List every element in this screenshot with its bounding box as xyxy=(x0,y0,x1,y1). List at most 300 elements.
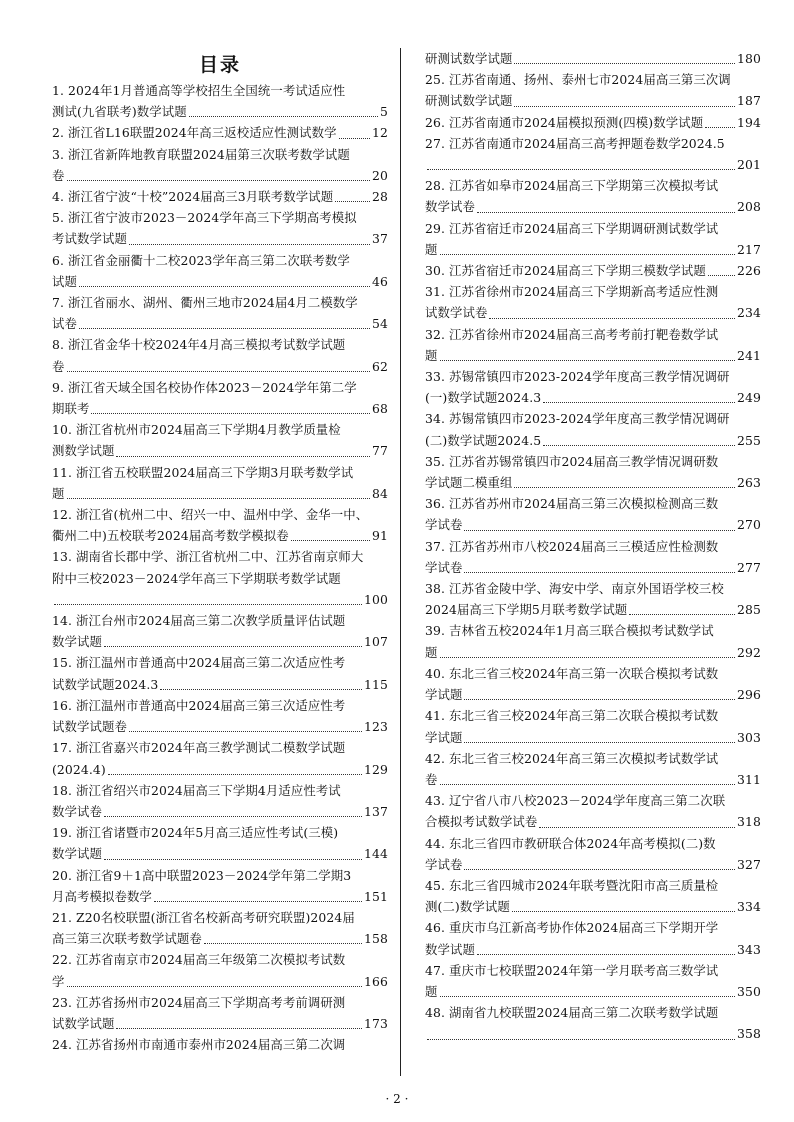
toc-entry-line xyxy=(425,769,761,790)
toc-entry-line xyxy=(52,207,388,228)
toc-entry[interactable] xyxy=(52,949,388,991)
toc-entry-line xyxy=(52,334,388,355)
toc-entry-title: 7. 浙江省丽水、湖州、衢州三地市2024届4月二模数学 xyxy=(52,295,358,311)
dot-leader xyxy=(489,317,735,319)
toc-entry-line xyxy=(425,981,761,1002)
toc-entry-line xyxy=(52,780,388,801)
toc-entry-line xyxy=(425,1023,761,1044)
toc-entry-title: 16. 浙江温州市普通高中2024届高三第三次适应性考 xyxy=(52,697,346,713)
toc-entry-line xyxy=(425,345,761,366)
toc-page-number: 249 xyxy=(737,390,761,406)
toc-list-right xyxy=(425,48,761,1045)
toc-page-number: 137 xyxy=(364,803,388,819)
toc-entry[interactable] xyxy=(52,292,388,334)
toc-entry-title: 2. 浙江省L16联盟2024年高三返校适应性测试数学 xyxy=(52,125,337,141)
toc-entry-title: 24. 江苏省扬州市南通市泰州市2024届高三第二次调 xyxy=(52,1037,346,1053)
toc-entry[interactable] xyxy=(425,175,761,217)
toc-page-number: 327 xyxy=(737,856,761,872)
dot-leader xyxy=(543,444,735,446)
toc-entry-line xyxy=(52,144,388,165)
toc-page-number: 12 xyxy=(372,125,388,141)
toc-entry-title: 47. 重庆市七校联盟2024年第一学月联考高三数学试 xyxy=(425,962,719,978)
toc-entry-title: 题 xyxy=(425,347,438,363)
toc-entry-line xyxy=(52,440,388,461)
toc-entry[interactable] xyxy=(52,462,388,504)
toc-page-number: 129 xyxy=(364,761,388,777)
toc-entry-line xyxy=(425,48,761,69)
dot-leader xyxy=(160,688,362,690)
toc-column-right xyxy=(425,48,761,1045)
toc-entry-title: 8. 浙江省金华十校2024年4月高三模拟考试数学试题 xyxy=(52,337,346,353)
toc-page-number: 46 xyxy=(372,273,388,289)
toc-entry-title: 试卷 xyxy=(52,316,77,332)
toc-entry[interactable] xyxy=(52,186,388,207)
toc-entry-line xyxy=(52,737,388,758)
toc-entry-line xyxy=(52,504,388,525)
toc-page-number: 77 xyxy=(372,443,388,459)
toc-entry[interactable] xyxy=(425,260,761,281)
toc-entry-line xyxy=(425,536,761,557)
toc-entry-line xyxy=(425,620,761,641)
toc-entry[interactable] xyxy=(425,48,761,69)
toc-entry-line xyxy=(425,960,761,981)
toc-entry[interactable] xyxy=(425,875,761,917)
dot-leader xyxy=(543,401,735,403)
toc-entry-line xyxy=(52,949,388,970)
dot-leader xyxy=(705,126,735,128)
toc-page-number: 285 xyxy=(737,602,761,618)
toc-page-number: 296 xyxy=(737,687,761,703)
toc-entry[interactable] xyxy=(425,620,761,662)
toc-page-number: 343 xyxy=(737,941,761,957)
toc-entry-title: 33. 苏锡常镇四市2023-2024学年度高三教学情况调研 xyxy=(425,369,730,385)
toc-entry-line xyxy=(425,239,761,260)
toc-entry-title: 38. 江苏省金陵中学、海安中学、南京外国语学校三校 xyxy=(425,581,724,597)
dot-leader xyxy=(427,1038,735,1040)
toc-entry-line xyxy=(425,281,761,302)
toc-entry-title: 数学试卷 xyxy=(425,199,475,215)
toc-entry-line xyxy=(425,833,761,854)
dot-leader xyxy=(67,370,371,372)
toc-entry-line xyxy=(52,886,388,907)
toc-entry[interactable] xyxy=(52,780,388,822)
toc-entry-title: 40. 东北三省三校2024年高三第一次联合模拟考试数 xyxy=(425,665,719,681)
toc-entry-title: 13. 湖南省长郡中学、浙江省杭州二中、江苏省南京师大 xyxy=(52,549,364,565)
dot-leader xyxy=(464,741,735,743)
toc-page-number: 358 xyxy=(737,1026,761,1042)
toc-entry-line xyxy=(425,917,761,938)
toc-entry-line xyxy=(425,663,761,684)
dot-leader xyxy=(129,243,370,245)
toc-entry[interactable] xyxy=(425,833,761,875)
toc-entry-title: 25. 江苏省南通、扬州、泰州七市2024届高三第三次调 xyxy=(425,72,731,88)
toc-entry-line xyxy=(52,759,388,780)
toc-page-number: 28 xyxy=(372,189,388,205)
toc-entry-line xyxy=(425,727,761,748)
toc-entry-line xyxy=(52,695,388,716)
toc-entry-line xyxy=(425,705,761,726)
toc-entry-line xyxy=(425,133,761,154)
toc-page-number: 255 xyxy=(737,432,761,448)
toc-entry-title: 学试卷 xyxy=(425,559,463,575)
toc-entry-title: 43. 辽宁省八市八校2023－2024学年度高三第二次联 xyxy=(425,793,726,809)
toc-entry-title: 31. 江苏省徐州市2024届高三下学期新高考适应性测 xyxy=(425,284,719,300)
toc-entry-title: 卷 xyxy=(52,167,65,183)
dot-leader xyxy=(708,274,735,276)
toc-entry-title: 测数学试题 xyxy=(52,443,115,459)
toc-entry-line xyxy=(425,896,761,917)
toc-page-number: 20 xyxy=(372,167,388,183)
toc-entry[interactable] xyxy=(425,1002,761,1044)
dot-leader xyxy=(512,910,735,912)
toc-entry[interactable] xyxy=(52,992,388,1034)
toc-entry[interactable] xyxy=(52,419,388,461)
toc-entry[interactable] xyxy=(425,408,761,450)
toc-page-number: 292 xyxy=(737,644,761,660)
toc-entry-line xyxy=(52,546,388,567)
toc-entry[interactable] xyxy=(425,790,761,832)
toc-entry-title: (一)数学试题2024.3 xyxy=(425,390,542,406)
dot-leader xyxy=(440,359,736,361)
toc-entry-title: 学试卷 xyxy=(425,856,463,872)
dot-leader xyxy=(440,783,736,785)
toc-entry-line xyxy=(425,811,761,832)
toc-entry-title: 学试题 xyxy=(425,729,463,745)
toc-entry-line xyxy=(425,684,761,705)
toc-entry-line xyxy=(52,1034,388,1055)
dot-leader xyxy=(189,115,378,117)
toc-entry-line xyxy=(52,822,388,843)
toc-entry[interactable] xyxy=(425,960,761,1002)
toc-entry-title: 45. 东北三省四城市2024年联考暨沈阳市高三质量检 xyxy=(425,877,719,893)
toc-page-number: 311 xyxy=(737,771,761,787)
toc-page-number: 123 xyxy=(364,719,388,735)
dot-leader xyxy=(67,497,371,499)
toc-entry-line xyxy=(52,801,388,822)
toc-entry-title: 42. 东北三省三校2024年高三第三次模拟考试数学试 xyxy=(425,750,719,766)
dot-leader xyxy=(464,571,735,573)
toc-entry-title: 22. 江苏省南京市2024届高三年级第二次模拟考试数 xyxy=(52,952,346,968)
dot-leader xyxy=(477,953,735,955)
toc-entry[interactable] xyxy=(52,652,388,694)
toc-entry-title: 36. 江苏省苏州市2024届高三第三次模拟检测高三数 xyxy=(425,496,719,512)
dot-leader xyxy=(54,603,362,605)
dot-leader xyxy=(514,62,735,64)
dot-leader xyxy=(154,900,362,902)
toc-entry-title: 26. 江苏省南通市2024届模拟预测(四模)数学试题 xyxy=(425,114,704,130)
toc-page-number: 100 xyxy=(364,591,388,607)
toc-entry-line xyxy=(52,356,388,377)
dot-leader xyxy=(79,285,370,287)
toc-entry[interactable] xyxy=(425,112,761,133)
toc-entry[interactable] xyxy=(52,80,388,122)
toc-entry-title: 4. 浙江省宁波“十校”2024届高三3月联考数学试题 xyxy=(52,189,334,205)
toc-entry-title: 研测试数学试题 xyxy=(425,51,513,66)
toc-entry-line xyxy=(425,302,761,323)
toc-entry[interactable] xyxy=(52,144,388,186)
toc-entry-title: 试数学试卷 xyxy=(425,305,488,321)
toc-entry-title: 28. 江苏省如皋市2024届高三下学期第三次模拟考试 xyxy=(425,178,719,194)
toc-entry-title: 30. 江苏省宿迁市2024届高三下学期三模数学试题 xyxy=(425,263,706,279)
toc-entry-line xyxy=(425,642,761,663)
toc-entry-line xyxy=(52,1013,388,1034)
toc-entry-title: 39. 吉林省五校2024年1月高三联合模拟考试数学试 xyxy=(425,623,714,639)
toc-page-number: 263 xyxy=(737,475,761,491)
toc-entry-title: 1. 2024年1月普通高等学校招生全国统一考试适应性 xyxy=(52,83,346,98)
toc-entry-title: 数学试题 xyxy=(425,941,475,957)
page-number: · 2 · xyxy=(385,1092,409,1106)
toc-entry-line xyxy=(52,419,388,440)
dot-leader xyxy=(79,327,370,329)
toc-entry[interactable] xyxy=(425,281,761,323)
toc-page-number: 208 xyxy=(737,199,761,215)
toc-entry[interactable] xyxy=(425,218,761,260)
toc-page-number: 166 xyxy=(364,973,388,989)
toc-entry-title: 高三第三次联考数学试题卷 xyxy=(52,931,202,947)
toc-entry[interactable] xyxy=(425,493,761,535)
toc-entry[interactable] xyxy=(52,377,388,419)
toc-entry[interactable] xyxy=(52,695,388,737)
toc-page-number: 226 xyxy=(737,263,761,279)
toc-entry-line xyxy=(52,631,388,652)
toc-entry-line xyxy=(52,80,388,101)
toc-entry-title: 试题 xyxy=(52,273,77,289)
toc-entry-title: 21. Z20名校联盟(浙江省名校新高考研究联盟)2024届 xyxy=(52,909,355,925)
toc-entry-line xyxy=(52,907,388,928)
toc-entry[interactable] xyxy=(425,663,761,705)
toc-entry-line xyxy=(425,875,761,896)
dot-leader xyxy=(291,539,370,541)
dot-leader xyxy=(514,105,735,107)
toc-entry-line xyxy=(52,250,388,271)
toc-entry[interactable] xyxy=(425,69,761,111)
toc-page-number: 158 xyxy=(364,931,388,947)
toc-page-number: 68 xyxy=(372,401,388,417)
toc-entry-line xyxy=(425,154,761,175)
toc-entry-title: 35. 江苏省苏锡常镇四市2024届高三教学情况调研数 xyxy=(425,453,719,469)
dot-leader xyxy=(464,868,735,870)
toc-entry[interactable] xyxy=(425,536,761,578)
toc-entry-line xyxy=(52,568,388,589)
toc-entry-title: 14. 浙江台州市2024届高三第二次教学质量评估试题 xyxy=(52,613,346,629)
toc-entry[interactable] xyxy=(425,451,761,493)
toc-entry-title: 题 xyxy=(52,485,65,501)
toc-entry-line xyxy=(425,196,761,217)
toc-entry-line xyxy=(425,112,761,133)
toc-entry-title: 附中三校2023－2024学年高三下学期联考数学试题 xyxy=(52,570,341,586)
toc-column-left xyxy=(52,50,388,1055)
toc-page-number: 54 xyxy=(372,316,388,332)
toc-entry-title: 3. 浙江省新阵地教育联盟2024届第三次联考数学试题 xyxy=(52,146,350,162)
toc-entry-title: 月高考模拟卷数学 xyxy=(52,888,152,904)
toc-entry-title: 23. 江苏省扬州市2024届高三下学期高考考前调研测 xyxy=(52,994,346,1010)
toc-entry-line xyxy=(425,557,761,578)
toc-entry[interactable] xyxy=(425,133,761,175)
toc-entry[interactable] xyxy=(52,822,388,864)
toc-entry-title: 34. 苏锡常镇四市2023-2024学年度高三教学情况调研 xyxy=(425,411,730,427)
toc-entry[interactable] xyxy=(52,1034,388,1055)
toc-page-number: 217 xyxy=(737,241,761,257)
toc-entry[interactable] xyxy=(52,865,388,907)
toc-entry-title: (二)数学试题2024.5 xyxy=(425,432,542,448)
toc-entry-title: 11. 浙江省五校联盟2024届高三下学期3月联考数学试 xyxy=(52,464,354,480)
toc-entry-line xyxy=(52,716,388,737)
toc-entry-title: 18. 浙江省绍兴市2024届高三下学期4月适应性考试 xyxy=(52,782,341,798)
toc-entry-title: 卷 xyxy=(52,358,65,374)
toc-page-number: 241 xyxy=(737,347,761,363)
toc-entry-title: 2024届高三下学期5月联考数学试题 xyxy=(425,602,628,618)
toc-entry-line xyxy=(425,69,761,90)
toc-entry[interactable] xyxy=(52,610,388,652)
toc-entry-title: 41. 东北三省三校2024年高三第二次联合模拟考试数 xyxy=(425,708,719,724)
toc-entry-line xyxy=(425,175,761,196)
toc-entry-title: 研测试数学试题 xyxy=(425,93,513,109)
dot-leader xyxy=(440,253,736,255)
toc-page-number: 303 xyxy=(737,729,761,745)
toc-entry-title: 15. 浙江温州市普通高中2024届高三第二次适应性考 xyxy=(52,655,346,671)
dot-leader xyxy=(108,773,362,775)
toc-entry-line xyxy=(425,790,761,811)
toc-entry-line xyxy=(425,260,761,281)
toc-entry-line xyxy=(425,472,761,493)
toc-entry-title: 46. 重庆市乌江新高考协作体2024届高三下学期开学 xyxy=(425,920,719,936)
toc-title: 目录 xyxy=(198,54,241,76)
toc-entry-title: 37. 江苏省苏州市八校2024届高三三模适应性检测数 xyxy=(425,538,719,554)
toc-entry-line xyxy=(425,387,761,408)
toc-entry[interactable] xyxy=(52,334,388,376)
toc-entry-title: 32. 江苏省徐州市2024届高三高考考前打靶卷数学试 xyxy=(425,326,719,342)
toc-entry-line xyxy=(52,313,388,334)
toc-list-left xyxy=(52,80,388,1055)
dot-leader xyxy=(335,200,370,202)
toc-entry-line xyxy=(425,599,761,620)
toc-entry-title: 27. 江苏省南通市2024届高三高考押题卷数学2024.5 xyxy=(425,135,725,151)
toc-page-number: 84 xyxy=(372,485,388,501)
dot-leader xyxy=(339,137,370,139)
dot-leader xyxy=(477,211,735,213)
toc-entry[interactable] xyxy=(52,250,388,292)
toc-page-number: 194 xyxy=(737,114,761,130)
dot-leader xyxy=(116,455,370,457)
dot-leader xyxy=(464,698,735,700)
toc-entry-line xyxy=(52,589,388,610)
toc-entry-title: 试数学试题 xyxy=(52,1015,115,1031)
toc-entry-title: 数学试题 xyxy=(52,634,102,650)
toc-entry-line xyxy=(52,928,388,949)
toc-entry-title: 学试题 xyxy=(425,687,463,703)
dot-leader xyxy=(91,412,370,414)
toc-entry-title: 29. 江苏省宿迁市2024届高三下学期调研测试数学试 xyxy=(425,220,719,236)
toc-page-number: 187 xyxy=(737,93,761,109)
toc-entry-line xyxy=(425,324,761,345)
toc-page-number: 180 xyxy=(737,51,761,66)
toc-entry-line xyxy=(52,992,388,1013)
dot-leader xyxy=(464,529,735,531)
toc-page-number: 201 xyxy=(737,157,761,173)
toc-entry-line xyxy=(52,652,388,673)
toc-entry-title: 数学试卷 xyxy=(52,803,102,819)
toc-entry-title: 19. 浙江省诸暨市2024年5月高三适应性考试(三模) xyxy=(52,825,339,841)
toc-entry-title: 衢州二中)五校联考2024届高考数学模拟卷 xyxy=(52,528,289,544)
toc-entry-title: 题 xyxy=(425,644,438,660)
dot-leader xyxy=(116,1027,362,1029)
dot-leader xyxy=(104,645,362,647)
dot-leader xyxy=(440,656,736,658)
toc-entry-title: 题 xyxy=(425,983,438,999)
toc-entry[interactable] xyxy=(425,705,761,747)
toc-page-number: 173 xyxy=(364,1015,388,1031)
toc-entry[interactable] xyxy=(425,578,761,620)
toc-entry[interactable] xyxy=(425,748,761,790)
toc-entry-title: 测(二)数学试题 xyxy=(425,899,510,915)
toc-entry-line xyxy=(425,430,761,451)
toc-page-number: 318 xyxy=(737,814,761,830)
dot-leader xyxy=(427,168,735,170)
toc-entry-line xyxy=(425,748,761,769)
toc-entry-line xyxy=(425,854,761,875)
toc-entry-line xyxy=(52,122,388,143)
toc-entry[interactable] xyxy=(425,917,761,959)
toc-entry-title: 合模拟考试数学试卷 xyxy=(425,814,538,830)
toc-entry-line xyxy=(52,398,388,419)
toc-entry-line xyxy=(425,514,761,535)
toc-entry-line xyxy=(425,90,761,111)
toc-entry-line xyxy=(52,525,388,546)
toc-entry-line xyxy=(425,939,761,960)
toc-page-number: 334 xyxy=(737,899,761,915)
toc-entry-title: 试数学试题卷 xyxy=(52,719,127,735)
toc-entry-line xyxy=(425,493,761,514)
toc-entry-title: 考试数学试题 xyxy=(52,231,127,247)
toc-page-number: 107 xyxy=(364,634,388,650)
toc-page-number: 37 xyxy=(372,231,388,247)
dot-leader xyxy=(204,942,362,944)
toc-entry-line xyxy=(425,451,761,472)
toc-entry-title: 48. 湖南省九校联盟2024届高三第二次联考数学试题 xyxy=(425,1005,719,1021)
toc-entry-line xyxy=(52,483,388,504)
toc-entry-title: 数学试题 xyxy=(52,846,102,862)
toc-entry-line xyxy=(52,377,388,398)
toc-entry-line xyxy=(425,578,761,599)
toc-entry-title: 9. 浙江省天域全国名校协作体2023－2024学年第二学 xyxy=(52,379,357,395)
toc-entry-title: 12. 浙江省(杭州二中、绍兴一中、温州中学、金华一中、 xyxy=(52,507,369,523)
toc-entry[interactable] xyxy=(52,207,388,249)
toc-entry[interactable] xyxy=(52,122,388,143)
toc-entry[interactable] xyxy=(52,546,388,610)
dot-leader xyxy=(67,179,371,181)
toc-entry-title: 6. 浙江省金丽衢十二校2023学年高三第二次联考数学 xyxy=(52,252,350,268)
toc-page-number: 270 xyxy=(737,517,761,533)
toc-page-number: 350 xyxy=(737,983,761,999)
dot-leader xyxy=(440,995,736,997)
toc-entry-title: (2024.4) xyxy=(52,761,106,777)
toc-entry[interactable] xyxy=(52,737,388,779)
toc-entry[interactable] xyxy=(52,907,388,949)
dot-leader xyxy=(104,858,362,860)
toc-entry-line xyxy=(52,292,388,313)
toc-entry-title: 期联考 xyxy=(52,401,90,417)
toc-entry[interactable] xyxy=(52,504,388,546)
toc-entry-line xyxy=(52,186,388,207)
toc-entry-line xyxy=(52,165,388,186)
toc-page-number: 234 xyxy=(737,305,761,321)
toc-entry-line xyxy=(52,610,388,631)
toc-entry-line xyxy=(52,228,388,249)
toc-entry-line xyxy=(425,1002,761,1023)
toc-entry[interactable] xyxy=(425,366,761,408)
toc-entry[interactable] xyxy=(425,324,761,366)
dot-leader xyxy=(539,826,735,828)
